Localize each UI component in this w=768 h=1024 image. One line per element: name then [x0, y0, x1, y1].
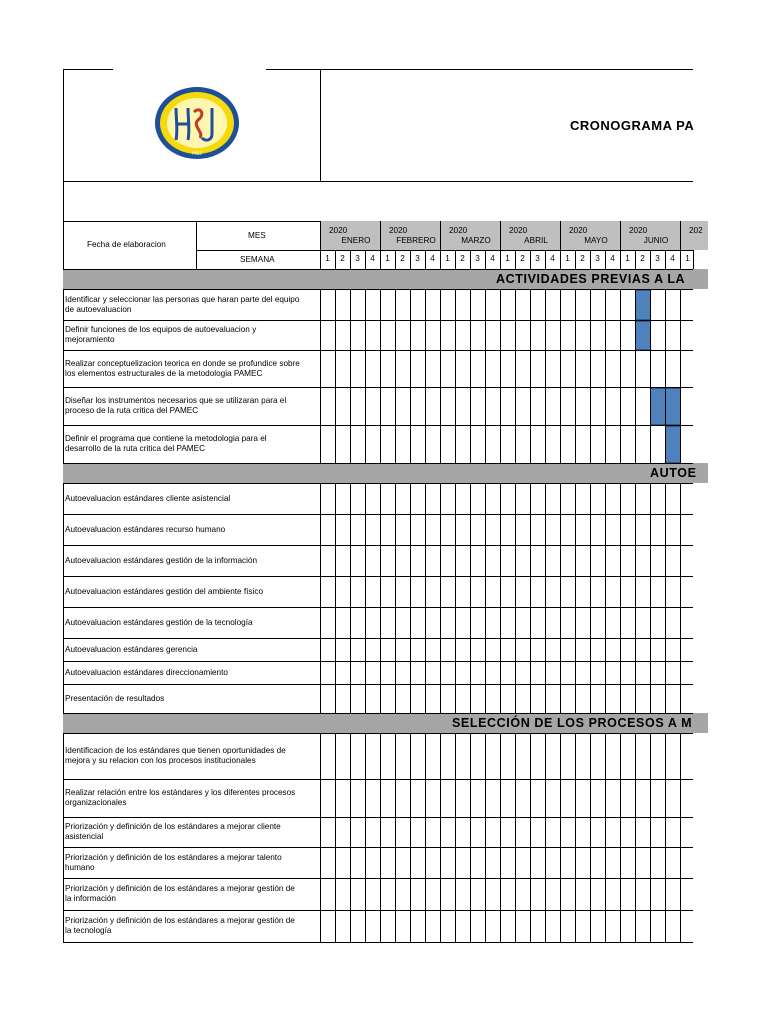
grid-line	[63, 483, 693, 484]
section-bar	[63, 463, 708, 483]
week-number: 1	[565, 254, 570, 263]
week-divider	[545, 250, 546, 269]
activity-text: Realizar conceptuelizacion teorica en donde se profundice sobre	[65, 359, 300, 368]
activity-text: Priorización y definición de los estándares a mejorar gestión de	[65, 916, 295, 925]
row-line	[63, 607, 693, 608]
row-line	[63, 910, 693, 911]
month-name: MARZO	[461, 236, 491, 245]
week-divider	[395, 289, 396, 463]
week-divider	[590, 289, 591, 463]
activity-text: Definir funciones de los equipos de autoevaluacion y	[65, 325, 257, 334]
week-divider	[530, 250, 531, 269]
header-divider	[320, 69, 321, 181]
progress-cell	[665, 388, 681, 425]
activity-text-cont: la información	[65, 894, 116, 903]
row-line	[63, 320, 693, 321]
week-divider	[605, 289, 606, 463]
week-divider	[665, 483, 666, 713]
right-edge	[693, 250, 694, 269]
week-divider	[665, 289, 666, 463]
week-number: 2	[460, 254, 465, 263]
activity-text: Priorización y definición de los estándares a mejorar gestión de	[65, 884, 295, 893]
activity-text-cont: proceso de la ruta critica del PAMEC	[65, 406, 199, 415]
row-line	[63, 514, 693, 515]
week-divider	[425, 250, 426, 269]
month-divider	[560, 221, 561, 250]
week-divider	[395, 483, 396, 713]
grid-line	[63, 289, 693, 290]
week-divider	[350, 733, 351, 942]
week-divider	[680, 733, 681, 942]
month-name: MAYO	[584, 236, 608, 245]
month-year: 2020	[509, 226, 528, 235]
week-divider	[500, 733, 501, 942]
activity-text: Priorización y definición de los estándares a mejorar cliente	[65, 822, 281, 831]
section-title: AUTOE	[650, 466, 697, 480]
row-line	[63, 661, 693, 662]
week-divider	[380, 483, 381, 713]
week-divider	[365, 250, 366, 269]
activity-text: Autoevaluacion estándares gestión de la tecnología	[65, 618, 253, 627]
week-number: 2	[640, 254, 645, 263]
grid-line	[63, 69, 113, 70]
week-divider	[410, 289, 411, 463]
activity-text-cont: la tecnología	[65, 926, 112, 935]
week-divider	[680, 289, 681, 463]
month-year: 2020	[629, 226, 648, 235]
logo-text: HSJ	[192, 151, 202, 157]
week-divider	[470, 289, 471, 463]
week-divider	[635, 289, 636, 463]
activity-text-cont: desarrollo de la ruta critica del PAMEC	[65, 444, 206, 453]
week-divider	[440, 483, 441, 713]
week-divider	[410, 250, 411, 269]
week-divider	[455, 733, 456, 942]
row-line	[63, 684, 693, 685]
week-divider	[350, 483, 351, 713]
week-divider	[485, 483, 486, 713]
week-number: 2	[520, 254, 525, 263]
row-line	[63, 545, 693, 546]
week-number: 1	[385, 254, 390, 263]
week-divider	[500, 289, 501, 463]
row-line	[63, 425, 693, 426]
week-divider	[605, 250, 606, 269]
week-divider	[620, 289, 621, 463]
week-number: 3	[475, 254, 480, 263]
section-title: SELECCIÓN DE LOS PROCESOS A M	[452, 716, 693, 730]
week-divider	[500, 250, 501, 269]
week-number: 1	[625, 254, 630, 263]
activity-text: Priorización y definición de los estándares a mejorar talento	[65, 853, 282, 862]
week-number: 1	[505, 254, 510, 263]
month-year: 2020	[329, 226, 348, 235]
week-divider	[365, 483, 366, 713]
week-divider	[440, 289, 441, 463]
week-divider	[620, 483, 621, 713]
week-number: 2	[580, 254, 585, 263]
activity-text-cont: mejoramiento	[65, 335, 115, 344]
activity-text: Identificacion de los estándares que tienen oportunidades de	[65, 746, 286, 755]
grid-line	[63, 269, 693, 270]
week-divider	[530, 289, 531, 463]
month-divider	[320, 221, 321, 250]
week-divider	[365, 733, 366, 942]
row-line	[63, 942, 693, 943]
week-divider	[380, 733, 381, 942]
activity-text-cont: de autoevaluacion	[65, 305, 132, 314]
week-divider	[470, 733, 471, 942]
activity-text: Autoevaluacion estándares recurso humano	[65, 525, 226, 534]
week-divider	[575, 250, 576, 269]
week-divider	[590, 250, 591, 269]
week-divider	[560, 733, 561, 942]
week-divider	[425, 483, 426, 713]
activity-text-cont: humano	[65, 863, 95, 872]
week-number: 1	[445, 254, 450, 263]
week-divider	[455, 250, 456, 269]
document-title: CRONOGRAMA PA	[570, 118, 695, 133]
week-number: 4	[670, 254, 675, 263]
week-divider	[530, 483, 531, 713]
week-divider	[410, 733, 411, 942]
activity-text-cont: los elementos estructurales de la metodologia PAMEC	[65, 369, 263, 378]
week-divider	[380, 289, 381, 463]
week-divider	[365, 289, 366, 463]
week-divider	[650, 733, 651, 942]
activity-text: Autoevaluacion estándares cliente asistencial	[65, 494, 231, 503]
week-divider	[380, 250, 381, 269]
week-divider	[425, 289, 426, 463]
week-divider	[470, 483, 471, 713]
week-number: 4	[370, 254, 375, 263]
week-divider	[485, 250, 486, 269]
week-divider	[500, 483, 501, 713]
week-number: 4	[550, 254, 555, 263]
week-divider	[395, 250, 396, 269]
week-divider	[590, 733, 591, 942]
week-divider	[560, 250, 561, 269]
week-number: 3	[355, 254, 360, 263]
week-divider	[635, 483, 636, 713]
left-border	[63, 69, 64, 942]
row-line	[63, 817, 693, 818]
name-divider	[320, 733, 321, 942]
week-divider	[620, 250, 621, 269]
progress-cell	[650, 388, 666, 425]
week-number: 2	[400, 254, 405, 263]
row-line	[63, 878, 693, 879]
row-line	[63, 847, 693, 848]
activity-text-cont: organizacionales	[65, 798, 127, 807]
month-divider	[440, 221, 441, 250]
week-number: 1	[325, 254, 330, 263]
section-title: ACTIVIDADES PREVIAS A LA	[496, 272, 686, 286]
week-divider	[485, 733, 486, 942]
week-divider	[575, 289, 576, 463]
row-line	[63, 387, 693, 388]
week-divider	[650, 483, 651, 713]
month-name: ABRIL	[524, 236, 548, 245]
semana-label: SEMANA	[240, 255, 275, 264]
month-name: ENERO	[341, 236, 371, 245]
week-divider	[350, 250, 351, 269]
row-line	[63, 463, 693, 464]
week-divider	[665, 733, 666, 942]
mes-label: MES	[248, 231, 266, 240]
week-number: 3	[535, 254, 540, 263]
week-divider	[485, 289, 486, 463]
week-divider	[560, 483, 561, 713]
week-divider	[530, 733, 531, 942]
month-name: FEBRERO	[396, 236, 436, 245]
week-divider	[605, 733, 606, 942]
activity-text: Autoevaluacion estándares gestión del ambiente físico	[65, 587, 263, 596]
week-divider	[455, 483, 456, 713]
name-divider	[320, 250, 321, 269]
grid-line	[63, 181, 693, 182]
week-divider	[650, 250, 651, 269]
week-divider	[470, 250, 471, 269]
week-divider	[575, 483, 576, 713]
week-number: 2	[340, 254, 345, 263]
activity-text: Definir el programa que contiene la metodologia para el	[65, 434, 267, 443]
week-divider	[410, 483, 411, 713]
activity-text: Realizar relación entre los estándares y los diferentes procesos	[65, 788, 296, 797]
week-divider	[440, 733, 441, 942]
week-divider	[560, 289, 561, 463]
week-divider	[590, 483, 591, 713]
week-divider	[515, 483, 516, 713]
week-divider	[680, 250, 681, 269]
activity-text: Diseñar los instrumentos necesarios que se utilizaran para el	[65, 396, 287, 405]
activity-text: Autoevaluacion estándares direccionamiento	[65, 668, 228, 677]
progress-cell	[665, 426, 681, 463]
week-number: 3	[415, 254, 420, 263]
week-divider	[545, 733, 546, 942]
month-name: JUNIO	[643, 236, 669, 245]
activity-text: Presentación de resultados	[65, 694, 165, 703]
grid-line	[63, 733, 693, 734]
activity-text: Identificar y seleccionar las personas que haran parte del equipo	[65, 295, 300, 304]
row-line	[63, 713, 693, 714]
month-year: 2020	[449, 226, 468, 235]
month-year: 202	[689, 226, 703, 235]
week-divider	[335, 483, 336, 713]
week-divider	[575, 733, 576, 942]
week-divider	[635, 250, 636, 269]
row-line	[63, 576, 693, 577]
grid-line	[266, 69, 693, 70]
month-divider	[620, 221, 621, 250]
name-divider	[320, 289, 321, 463]
month-divider	[500, 221, 501, 250]
month-year: 2020	[569, 226, 588, 235]
week-divider	[620, 733, 621, 942]
name-divider	[320, 483, 321, 713]
row-line	[63, 638, 693, 639]
week-divider	[680, 483, 681, 713]
week-divider	[335, 733, 336, 942]
week-divider	[635, 733, 636, 942]
week-divider	[335, 250, 336, 269]
hospital-logo	[154, 86, 240, 160]
week-divider	[650, 289, 651, 463]
week-divider	[665, 250, 666, 269]
week-number: 4	[430, 254, 435, 263]
month-divider	[380, 221, 381, 250]
week-number: 3	[655, 254, 660, 263]
week-divider	[545, 483, 546, 713]
week-divider	[605, 483, 606, 713]
week-number: 3	[595, 254, 600, 263]
week-number: 4	[610, 254, 615, 263]
row-line	[63, 350, 693, 351]
progress-cell	[635, 290, 651, 320]
week-divider	[395, 733, 396, 942]
week-number: 4	[490, 254, 495, 263]
week-divider	[335, 289, 336, 463]
week-divider	[515, 250, 516, 269]
header-split	[196, 221, 197, 269]
week-divider	[440, 250, 441, 269]
activity-text: Autoevaluacion estándares gestión de la información	[65, 556, 258, 565]
grid-line	[196, 250, 693, 251]
week-divider	[425, 733, 426, 942]
week-divider	[515, 733, 516, 942]
week-divider	[545, 289, 546, 463]
activity-text-cont: mejora y su relacion con los procesos institucionales	[65, 756, 256, 765]
week-divider	[350, 289, 351, 463]
week-divider	[515, 289, 516, 463]
activity-text: Autoevaluacion estándares gerencia	[65, 645, 198, 654]
week-divider	[455, 289, 456, 463]
progress-cell	[635, 321, 651, 350]
week-number: 1	[685, 254, 690, 263]
row-line	[63, 779, 693, 780]
month-year: 2020	[389, 226, 408, 235]
fecha-label: Fecha de elaboracion	[87, 240, 166, 249]
month-divider	[680, 221, 681, 250]
activity-text-cont: asistencial	[65, 832, 104, 841]
